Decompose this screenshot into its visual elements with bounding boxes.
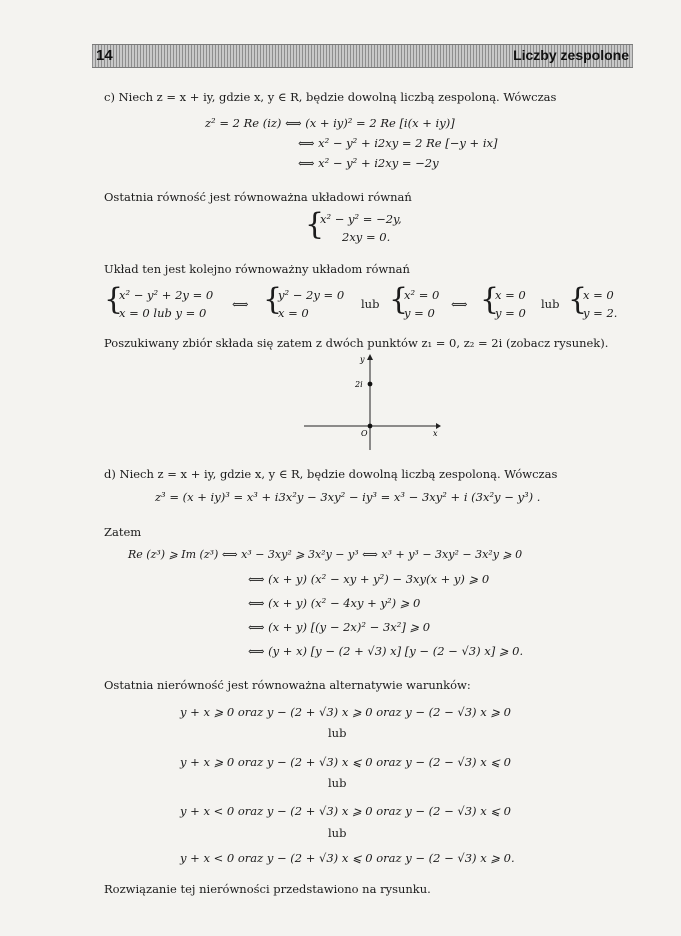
part-c-equiv-text: Układ ten jest kolejno równoważny układom równań [104,262,410,276]
condition-3: y + x < 0 oraz y − (2 + √3) x ⩾ 0 oraz y − (2 − √3) x ⩽ 0 [180,804,511,818]
part-d-cube: z³ = (x + iy)³ = x³ + i3x²y − 3xy² − iy³ = x³ − 3xy² + i (3x²y − y³) . [155,490,541,504]
chain-brace-5: { [568,282,588,317]
origin-label: O [361,429,368,438]
lub-2: lub [328,776,347,790]
lub-3: lub [328,826,347,840]
part-c-result: Poszukiwany zbiór składa się zatem z dwóch punktów z₁ = 0, z₂ = 2i (zobacz rysunek). [104,336,609,350]
part-d-ineq4: ⟺ (x + y) [(y − 2x)² − 3x²] ⩾ 0 [248,620,431,634]
chain-1a: x² − y² + 2y = 0 [119,288,214,302]
part-d-ineq1: Re (z³) ⩾ Im (z³) ⟺ x³ − 3xy² ⩾ 3x²y − y³ ⟺ x³ + y³ − 3xy² − 3x²y ⩾ 0 [128,548,523,561]
page-header [92,44,633,68]
chain-4a: x = 0 [495,288,526,302]
part-d-ineq2: ⟺ (x + y) (x² − xy + y²) − 3xy(x + y) ⩾ 0 [248,572,490,586]
condition-4: y + x < 0 oraz y − (2 + √3) x ⩽ 0 oraz y − (2 − √3) x ⩾ 0. [180,851,515,865]
chain-brace-1: { [104,282,124,317]
chain-3b: y = 0 [404,306,435,320]
part-c-intro: c) Niech z = x + iy, gdzie x, y ∈ R, będzie dowolną liczbą zespoloną. Wówczas [104,90,557,104]
part-d-alt-text: Ostatnia nierówność jest równoważna alternatywie warunków: [104,678,471,692]
part-c-system-1: x² − y² = −2y, [320,212,402,226]
chain-lub-2: lub [541,297,560,311]
chain-2a: y² − 2y = 0 [278,288,345,302]
part-d-closing: Rozwiązanie tej nierówności przedstawiono na rysunku. [104,882,431,896]
chain-1b: x = 0 lub y = 0 [119,306,207,320]
part-d-zatem: Zatem [104,525,142,539]
chain-brace-2: { [263,282,283,317]
y-axis-label: y [360,355,365,364]
part-c-eq1: z² = 2 Re (iz) ⟺ (x + iy)² = 2 Re [i(x + iy)] [205,116,455,130]
part-c-system-text: Ostatnia równość jest równoważna układowi równań [104,190,412,204]
lub-1: lub [328,726,347,740]
condition-2: y + x ⩾ 0 oraz y − (2 + √3) x ⩽ 0 oraz y − (2 − √3) x ⩽ 0 [180,755,511,769]
chain-brace-4: { [480,282,500,317]
chain-5b: y = 2. [583,306,618,320]
point-z1 [368,424,373,429]
point-z2 [368,382,373,387]
chapter-title: Liczby zespolone [513,47,629,63]
condition-1: y + x ⩾ 0 oraz y − (2 + √3) x ⩾ 0 oraz y − (2 − √3) x ⩾ 0 [180,705,511,719]
y-axis-arrow [367,354,373,360]
chain-lub-1: lub [361,297,380,311]
page-number: 14 [96,47,113,64]
part-d-intro: d) Niech z = x + iy, gdzie x, y ∈ R, będzie dowolną liczbą zespoloną. Wówczas [104,467,558,481]
chain-4b: y = 0 [495,306,526,320]
part-c-eq2: ⟺ x² − y² + i2xy = 2 Re [−y + ix] [298,136,498,150]
part-d-ineq5: ⟺ (y + x) [y − (2 + √3) x] [y − (2 − √3) x] ⩾ 0. [248,644,524,658]
chain-3a: x² = 0 [404,288,440,302]
chain-2b: x = 0 [278,306,309,320]
part-d-ineq3: ⟺ (x + y) (x² − 4xy + y²) ⩾ 0 [248,596,421,610]
chain-5a: x = 0 [583,288,614,302]
part-c-eq3: ⟺ x² − y² + i2xy = −2y [298,156,439,170]
label-2i: 2i [355,380,363,389]
system-brace: { [305,207,325,242]
chain-brace-3: { [389,282,409,317]
chain-arrow-2: ⟺ [451,297,468,311]
x-axis-label: x [433,429,438,438]
part-c-system-2: 2xy = 0. [342,230,391,244]
points-plot [300,352,442,452]
chain-arrow-1: ⟺ [232,297,249,311]
